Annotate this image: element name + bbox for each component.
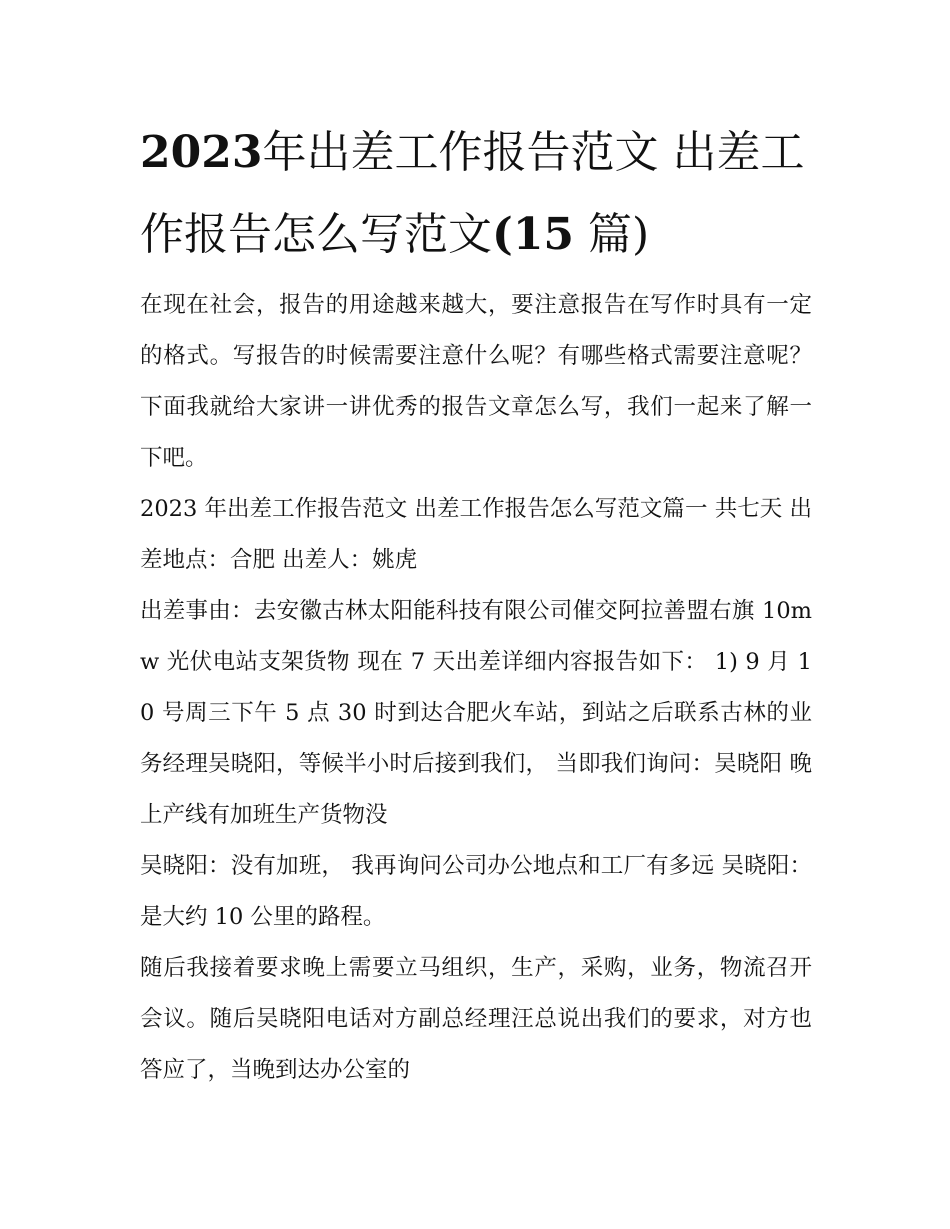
reason-paragraph: 出差事由：去安徽古林太阳能科技有限公司催交阿拉善盟右旗 10mw 光伏电站支架货物 现在 7 天出差详细内容报告如下： 1) 9 月 10 号周三下午 5 点 30 时到达合肥火车站，到站之后联系古林的业务经理吴晓阳，等候半小时后接到我们， 当即我们询问：吴晓阳 晚上产线有加班生产货物没 [140, 598, 812, 828]
title-main: 年出差工作报告范文 出差工作报告怎么写范文 [140, 127, 805, 260]
title-year: 2023 [140, 127, 263, 178]
document-page [140, 112, 812, 1096]
document-body [140, 280, 812, 1096]
meeting-paragraph: 随后我接着要求晚上需要立马组织，生产，采购，业务，物流召开会议。随后吴晓阳电话对方副总经理汪总说出我们的要求，对方也答应了，当晚到达办公室的 [140, 955, 812, 1083]
intro-paragraph: 在现在社会，报告的用途越来越大，要注意报告在写作时具有一定的格式。写报告的时候需要注意什么呢？有哪些格式需要注意呢？下面我就给大家讲一讲优秀的报告文章怎么写，我们一起来了解一下吧。 [140, 292, 812, 471]
report-header-paragraph: 2023 年出差工作报告范文 出差工作报告怎么写范文篇一 共七天 出差地点：合肥 出差人：姚虎 [140, 496, 812, 573]
dialogue-paragraph: 吴晓阳：没有加班， 我再询问公司办公地点和工厂有多远 吴晓阳：是大约 10 公里的路程。 [140, 853, 812, 930]
title-count: (15 [492, 209, 575, 260]
title-suffix: 篇) [574, 209, 650, 260]
document-title [140, 112, 812, 276]
